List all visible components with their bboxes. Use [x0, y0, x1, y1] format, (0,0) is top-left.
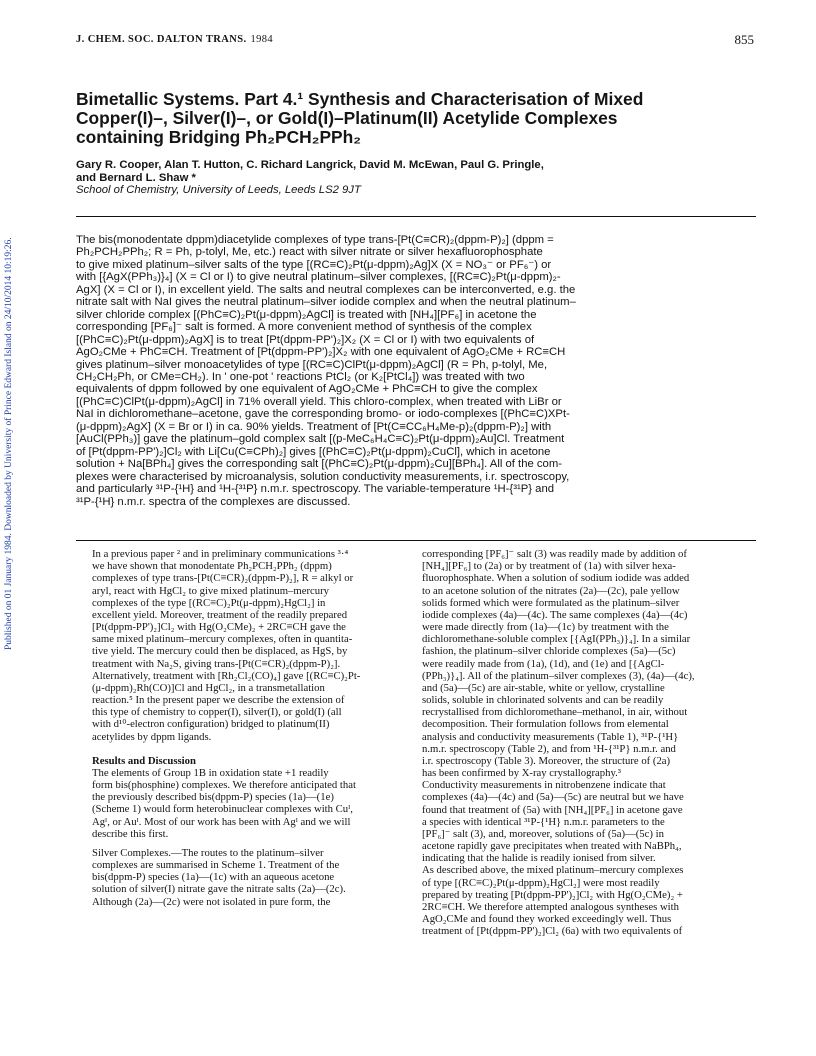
title-line: Copper(I)–, Silver(I)–, or Gold(I)–Platinum(II) Acetylide Complexes	[76, 108, 618, 128]
article-title	[76, 90, 756, 147]
abstract-line: [AuCl(PPh₃)] gave the platinum–gold complex salt [(p-MeC₆H₄C≡C)₂Pt(μ-dppm)₂Au]Cl. Treatment	[76, 433, 565, 446]
abstract-line: silver chloride complex [(PhC≡C)₂Pt(μ-dppm)₂AgCl] is treated with [NH₄][PF₆] in acetone the	[76, 308, 537, 321]
body-line: with d¹⁰-electron configuration) bridged to platinum(II)	[92, 718, 330, 731]
body-line: aryl, react with HgCl₂ to give mixed platinum–mercury	[92, 584, 330, 597]
body-line: corresponding [PF₆]⁻ salt (3) was readily made by addition of	[422, 548, 687, 560]
abstract-line: [(PhC≡C)₂Pt(μ-dppm)₂AgX] is to treat [Pt(dppm-PP')₂]X₂ (X = Cl or I) with two equivalents of	[76, 333, 535, 346]
abstract	[76, 234, 756, 508]
journal-name	[76, 34, 273, 45]
body-line: iodide complexes (4a)—(4c). The same complexes (4a)—(4c)	[422, 608, 688, 621]
body-line: describe this first.	[92, 827, 169, 840]
author-line: and Bernard L. Shaw *	[76, 171, 196, 184]
abstract-line: Ph₂PCH₂PPh₂; R = Ph, p-tolyl, Me, etc.) react with silver nitrate or silver hexafluorophosphate	[76, 246, 543, 259]
body-line: treatment of [Pt(dppm-PP')₂]Cl₂ (6a) with two equivalents of	[422, 925, 683, 938]
body-line: (μ-dppm)₂Rh(CO)]Cl and HgCl₂, in a transmetallation	[92, 681, 325, 694]
body-line: i.r. spectroscopy (Table 3). Moreover, the structure of (2a)	[422, 754, 671, 767]
abstract-line: AgX] (X = Cl or I), in excellent yield. The salts and neutral complexes can be interconverted, e.g. the	[76, 283, 576, 296]
section-heading: Results and Discussion	[92, 754, 196, 767]
body-line: found that treatment of (5a) with [NH₄][PF₆] in acetone gave	[422, 803, 683, 816]
body-line: form bis(phosphine) complexes. We therefore anticipated that	[92, 779, 356, 792]
body-line: tive yield. The mercury could then be displaced, as HgS, by	[92, 645, 348, 658]
abstract-line: CH₂CH₂Ph, or CMe=CH₂). In ' one-pot ' reactions PtCl₂ (or K₂[PtCl₄]) was treated with two	[76, 370, 525, 383]
abstract-line: AgO₂CMe + PhC≡CH. Treatment of [Pt(dppm-PP')₂]X₂ with one equivalent of AgO₂CMe + RC≡CH	[76, 346, 566, 359]
abstract-line: of [Pt(dppm-PP')₂]Cl₂ with Li[Cu(C≡CPh)₂] gives [(PhC≡C)₂Pt(μ-dppm)₂CuCl], which in acetone	[76, 445, 551, 458]
body-line: [PF₆]⁻ salt (3), and, moreover, solutions of (5a)—(5c) in	[422, 827, 664, 840]
body-line: we have shown that monodentate Ph₂PCH₂PPh₂ (dppm)	[92, 560, 332, 573]
body-line: 2RC≡CH. We therefore attempted analogous syntheses with	[422, 900, 679, 913]
body-line: Silver Complexes.—The routes to the platinum–silver	[92, 846, 324, 859]
abstract-line: ³¹P-{¹H} n.m.r. spectra of the complexes are discussed.	[76, 495, 351, 508]
body-line: dichloromethane-soluble complex [{AgI(PPh₃)}₄]. In a similar	[422, 633, 691, 646]
download-watermark-text: Published on 01 January 1984. Downloaded by University of Prince Edward Island on 24/10/2014 10:19:26.	[4, 237, 14, 650]
body-line: solution of silver(I) nitrate gave the nitrate salts (2a)—(2c).	[92, 883, 346, 896]
body-line: and (5a)—(5c) are air-stable, white or yellow, crystalline	[422, 681, 665, 694]
title-line: Bimetallic Systems. Part 4.¹ Synthesis and Characterisation of Mixed	[76, 89, 644, 109]
body-line: Conductivity measurements in nitrobenzene indicate that	[422, 779, 666, 792]
body-line: Alternatively, treatment with [Rh₂Cl₂(CO)₄] gave [(RC≡C)₂Pt-	[92, 669, 361, 682]
body-line: acetone rapidly gave precipitates when treated with NaBPh₄,	[422, 840, 682, 853]
body-line: acetylides by dppm ligands.	[92, 730, 212, 743]
body-line: fashion, the platinum–silver chloride complexes (5a)—(5c)	[422, 645, 676, 658]
body-line: excellent yield. Moreover, treatment of the readily prepared	[92, 608, 348, 621]
top-divider	[76, 216, 756, 217]
abstract-line: plexes were characterised by microanalysis, solution conductivity measurements, i.r. spectroscopy,	[76, 470, 570, 483]
body-line: [Pt(dppm-PP')₂]Cl₂ with Hg(O₂CMe)₂ + 2RC≡CH gave the	[92, 621, 346, 634]
abstract-line: The bis(monodentate dppm)diacetylide complexes of type trans-[Pt(C≡CR)₂(dppm-P)₂] (dppm =	[76, 234, 554, 246]
title-line: containing Bridging Ph₂PCH₂PPh₂	[76, 127, 362, 147]
body-line: analysis and conductivity measurements (Table 1), ³¹P-{¹H}	[422, 730, 679, 743]
body-line: were readily made from (1a), (1d), and (1e) and [{AgCl-	[422, 657, 665, 670]
author-line: Gary R. Cooper, Alan T. Hutton, C. Richard Langrick, David M. McEwan, Paul G. Pringle,	[76, 159, 544, 171]
body-line: As described above, the mixed platinum–mercury complexes	[422, 864, 684, 877]
body-line: solids formed which were formulated as the platinum–silver	[422, 596, 680, 609]
body-line: treatment with Na₂S, giving trans-[Pt(C≡CR)₂(dppm-P)₂].	[92, 657, 341, 670]
body-line: indicating that the halide is readily ionised from silver.	[422, 852, 656, 865]
body-line: reaction.⁵ In the present paper we describe the extension of	[92, 694, 345, 707]
body-column-left	[92, 548, 419, 908]
body-line: complexes of the type [(RC≡C)₂Pt(μ-dppm)₂HgCl₂] in	[92, 596, 326, 609]
body-line: The elements of Group 1B in oxidation state +1 readily	[92, 766, 329, 779]
body-line: to an acetone solution of the nitrates (2a)—(2c), pale yellow	[422, 584, 680, 597]
journal-year: 1984	[250, 34, 274, 45]
body-line: of type [(RC≡C)₂Pt(μ-dppm)₂HgCl₂] were most readily	[422, 876, 660, 889]
bottom-divider	[76, 540, 756, 541]
body-line: fluorophosphate. When a solution of sodium iodide was added	[422, 572, 690, 585]
download-watermark	[0, 180, 18, 650]
body-line: (PPh₃)}₄]. All of the platinum–silver complexes (3), (4a)—(4c),	[422, 669, 695, 682]
body-line: same mixed platinum–mercury complexes, often in quantita-	[92, 633, 353, 646]
body-line: Although (2a)—(2c) were not isolated in pure form, the	[92, 895, 331, 908]
journal-title: J. CHEM. SOC. DALTON TRANS.	[76, 34, 247, 45]
body-line: In a previous paper ² and in preliminary communications ³·⁴	[92, 548, 349, 560]
abstract-line: [(PhC≡C)ClPt(μ-dppm)₂AgCl] in 71% overall yield. This chloro-complex, when treated with LiBr or	[76, 395, 562, 408]
abstract-line: with [{AgX(PPh₃)}₄] (X = Cl or I) to give neutral platinum–silver complexes, [(RC≡C)₂Pt(μ-dppm)₂-	[76, 271, 561, 284]
abstract-line: corresponding [PF₆]⁻ salt is formed. A more convenient method of synthesis of the complex	[76, 321, 532, 334]
body-line: bis(dppm-P) species (1a)—(1c) with an aqueous acetone	[92, 871, 335, 884]
abstract-line: and particularly ³¹P-{¹H} and ¹H-{³¹P} n.m.r. spectroscopy. The variable-temperature ¹H-{³¹P} and	[76, 483, 555, 496]
abstract-line: to give mixed platinum–silver salts of the type [(RC≡C)₂Pt(μ-dppm)₂Ag]X (X = NO₃⁻ or PF₆⁻) or	[76, 258, 552, 271]
body-line: this type of chemistry to copper(I), silver(I), or gold(I) (all	[92, 706, 342, 719]
page-number: 855	[734, 32, 754, 47]
paragraph-gap	[92, 840, 419, 847]
abstract-line: solution + Na[BPh₄] gives the corresponding salt [(PhC≡C)₂Pt(μ-dppm)₂Cu][BPh₄]. All of the com-	[76, 458, 562, 471]
running-header	[76, 32, 754, 50]
body-line: complexes are summarised in Scheme 1. Treatment of the	[92, 859, 340, 872]
body-line: decomposition. Their formulation follows from elemental	[422, 718, 669, 731]
body-line: solids, soluble in chlorinated solvents and can be readily	[422, 694, 664, 707]
body-line: Agᴵ, or Auᴵ. Most of our work has been with Agᴵ and we will	[92, 815, 351, 828]
body-line: AgO₂CMe and found they worked exceedingly well. Thus	[422, 913, 672, 926]
body-line: the previously described bis(dppm-P) species (1a)—(1e)	[92, 791, 334, 804]
affiliation: School of Chemistry, University of Leeds, Leeds LS2 9JT	[76, 184, 361, 196]
body-line: complexes of type trans-[Pt(C≡CR)₂(dppm-P)₂], R = alkyl or	[92, 572, 354, 585]
body-line: [NH₄][PF₆] to (2a) or by treatment of (1a) with silver hexa-	[422, 560, 676, 573]
body-line: prepared by treating [Pt(dppm-PP')₂]Cl₂ with Hg(O₂CMe)₂ +	[422, 888, 683, 901]
body-line: recrystallised from dichloromethane–methanol, in air, without	[422, 706, 688, 719]
body-line: a species with identical ³¹P-{¹H} n.m.r. parameters to the	[422, 815, 665, 828]
body-line: has been confirmed by X-ray crystallography.³	[422, 767, 621, 780]
body-column-right	[422, 548, 749, 938]
abstract-line: (μ-dppm)₂AgX] (X = Br or I) in ca. 90% yields. Treatment of [Pt(C≡CC₆H₄Me-p)₂(dppm-P)₂] with	[76, 420, 552, 433]
abstract-line: equivalents of dppm followed by one equivalent of AgO₂CMe + PhC≡CH to give the complex	[76, 383, 538, 396]
paragraph-gap	[92, 743, 419, 753]
body-line: (Scheme 1) would form heterobinuclear complexes with Cuᴵ,	[92, 803, 353, 816]
author-list	[76, 159, 756, 184]
abstract-line: NaI in dichloromethane–acetone, gave the corresponding bromo- or iodo-complexes [(PhC≡C)XPt-	[76, 408, 570, 421]
body-line: were made directly from (1a)—(1c) by treatment with the	[422, 621, 669, 634]
abstract-line: gives platinum–silver monoacetylides of type [(RC≡C)ClPt(μ-dppm)₂AgCl] (R = Ph, p-tolyl, Me,	[76, 358, 548, 371]
body-line: complexes (4a)—(4c) and (5a)—(5c) are neutral but we have	[422, 791, 684, 804]
body-line: n.m.r. spectroscopy (Table 2), and from ¹H-{³¹P} n.m.r. and	[422, 742, 676, 755]
abstract-line: nitrate salt with NaI gives the neutral platinum–silver iodide complex and when the neutral platinum–	[76, 296, 576, 309]
